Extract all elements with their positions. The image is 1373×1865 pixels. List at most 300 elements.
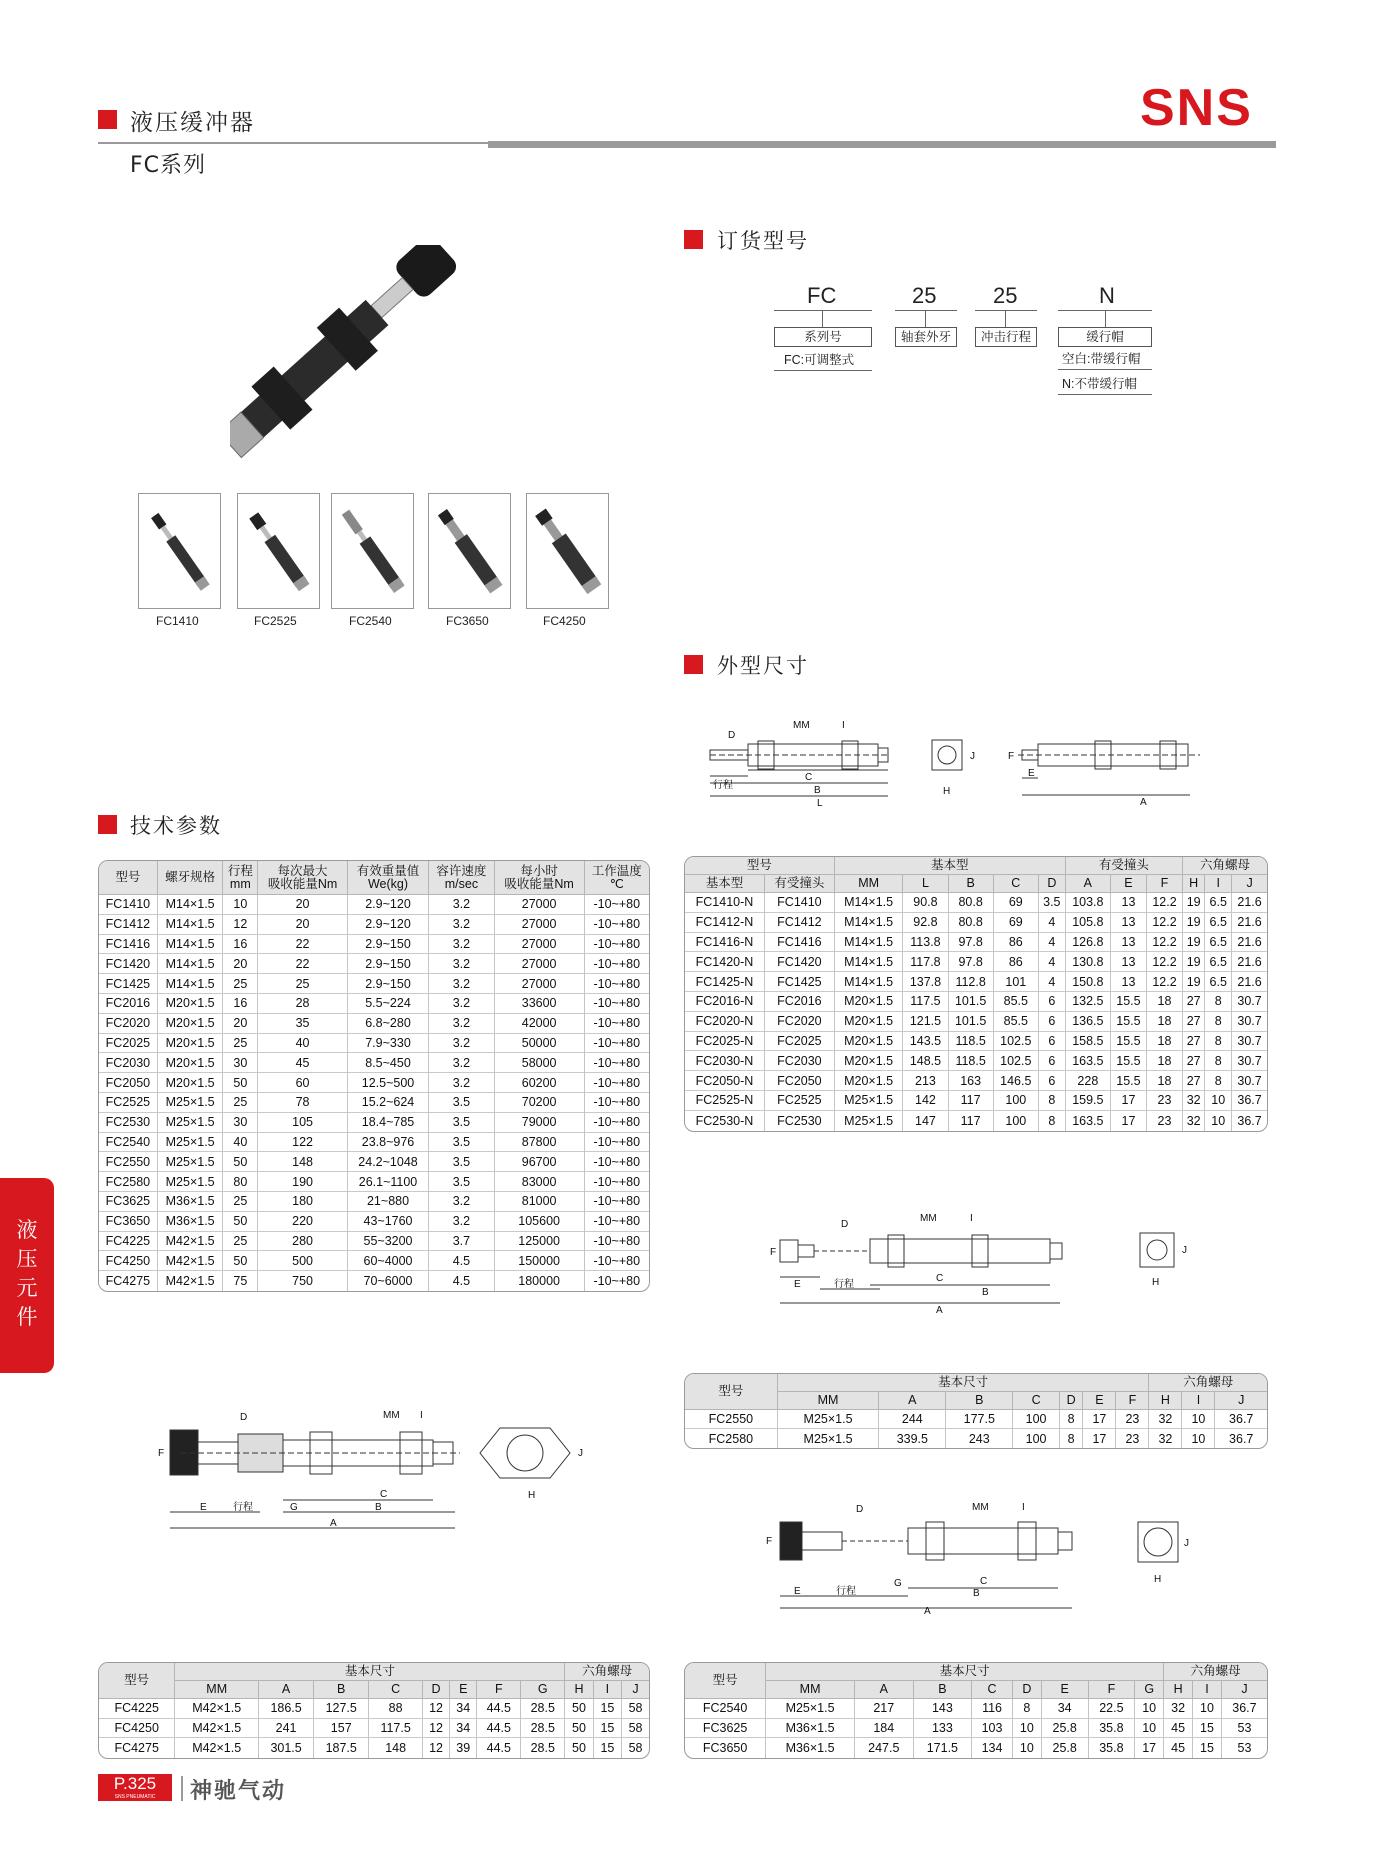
table-row [99, 1699, 649, 1719]
table-cell: M42×1.5 [158, 1251, 224, 1271]
table-cell: 100 [1013, 1429, 1060, 1448]
col-nut: 六角螺母 [565, 1663, 649, 1681]
table-cell: 30.7 [1232, 1012, 1267, 1032]
table-cell: 16 [223, 935, 258, 955]
table-cell: 21.6 [1232, 913, 1267, 933]
table-cell: 3.5 [429, 1113, 495, 1133]
table-cell: 187.5 [314, 1738, 369, 1758]
tech-header: 有效重量值 We(kg) [348, 861, 429, 895]
table-cell: 21.6 [1232, 952, 1267, 972]
side-tab [0, 1178, 54, 1373]
table-cell: 125000 [495, 1232, 585, 1252]
dim-col-header: 基本型 [685, 875, 765, 893]
table-cell: 69 [994, 893, 1039, 913]
table-cell: M14×1.5 [835, 913, 904, 933]
table-cell: 15 [1193, 1719, 1222, 1739]
table-cell: FC2530 [99, 1113, 158, 1133]
dim-col-header: C [369, 1681, 423, 1699]
table-cell: 27000 [495, 895, 585, 915]
table-cell: -10~+80 [585, 1034, 649, 1054]
table-cell: 88 [369, 1699, 423, 1719]
table-row [99, 994, 649, 1014]
tech-header: 工作温度 ℃ [585, 861, 649, 895]
table-cell: 45 [1164, 1738, 1193, 1758]
table-cell: 8 [1205, 1051, 1232, 1071]
table-cell: 10 [1205, 1111, 1232, 1131]
table-cell: 8 [1205, 992, 1232, 1012]
table-row [685, 1699, 1267, 1719]
table-cell: 80.8 [949, 893, 994, 913]
tech-table [98, 860, 650, 1292]
cap-option-2: N:不带缓行帽 [1062, 377, 1138, 391]
table-row [685, 913, 1267, 933]
table-cell: FC2550 [99, 1152, 158, 1172]
table-row [99, 1172, 649, 1192]
label-L: L [817, 798, 823, 809]
table-cell: 87800 [495, 1133, 585, 1153]
table-cell: 6 [1039, 1071, 1066, 1091]
table-cell: FC1416 [765, 933, 835, 953]
table-cell: -10~+80 [585, 915, 649, 935]
dimension-drawing-cap [750, 1205, 1200, 1315]
table-cell: FC1410 [99, 895, 158, 915]
table-cell: 81000 [495, 1192, 585, 1212]
table-cell: 58 [628, 1740, 643, 1755]
table-cell: FC3650 [685, 1738, 766, 1758]
table-cell: M14×1.5 [158, 974, 224, 994]
table-cell: 3.2 [429, 1192, 495, 1212]
table-cell: 86 [994, 933, 1039, 953]
table-cell: 3.2 [429, 1073, 495, 1093]
thumb-fc2540 [331, 493, 414, 609]
table-cell: 17 [1135, 1738, 1164, 1758]
table-cell: M42×1.5 [158, 1271, 224, 1291]
table-cell: M42×1.5 [175, 1738, 259, 1758]
table-cell: 8 [1060, 1429, 1084, 1448]
table-cell: M20×1.5 [835, 1071, 904, 1091]
dim-col-header: A [879, 1392, 946, 1410]
table-cell: 105600 [495, 1212, 585, 1232]
table-cell: 133 [914, 1719, 973, 1739]
label-J: J [1182, 1245, 1187, 1256]
table-cell: 20 [258, 895, 348, 915]
table-row [99, 1014, 649, 1034]
table-cell: 3.7 [429, 1232, 495, 1252]
table-cell: 100 [994, 1111, 1039, 1131]
table-cell: 100 [994, 1091, 1039, 1111]
table-cell: M25×1.5 [158, 1172, 224, 1192]
label-J: J [578, 1448, 583, 1459]
table-cell: 105 [258, 1113, 348, 1133]
table-cell: 142 [903, 1091, 948, 1111]
table-cell: 13 [1111, 952, 1147, 972]
table-cell: 101.5 [949, 992, 994, 1012]
tech-header: 容许速度 m/sec [429, 861, 495, 895]
table-cell: M36×1.5 [158, 1192, 224, 1212]
table-cell: FC2016 [99, 994, 158, 1014]
table-cell: 45 [1164, 1719, 1193, 1739]
table-cell: 19 [1183, 893, 1205, 913]
thumb-fc4250 [526, 493, 609, 609]
table-cell: FC2030 [765, 1051, 835, 1071]
table-cell: 27 [1183, 1012, 1205, 1032]
table-cell: FC2050-N [685, 1071, 765, 1091]
label-I: I [420, 1410, 423, 1421]
table-cell: 83000 [495, 1172, 585, 1192]
table-cell: 50000 [495, 1034, 585, 1054]
table-cell: FC2030 [99, 1053, 158, 1073]
label-J: J [970, 751, 975, 762]
dim-col-header: 有受撞头 [765, 875, 835, 893]
table-cell: M36×1.5 [766, 1738, 855, 1758]
dim-table-basic [684, 856, 1268, 1132]
table-cell: 25 [223, 1192, 258, 1212]
table-cell: FC1425-N [685, 972, 765, 992]
table-cell: 97.8 [949, 933, 994, 953]
table-cell: FC1420 [99, 954, 158, 974]
table-cell: -10~+80 [585, 1113, 649, 1133]
table-cell: 25.8 [1042, 1738, 1089, 1758]
table-cell: 32 [1183, 1091, 1205, 1111]
table-cell: 105.8 [1066, 913, 1111, 933]
table-cell: 42000 [495, 1014, 585, 1034]
label-F: F [1008, 751, 1015, 762]
table-cell: 15.5 [1111, 1071, 1147, 1091]
table-cell: 8 [1039, 1091, 1066, 1111]
table-cell: M25×1.5 [158, 1133, 224, 1153]
table-row [685, 1429, 1267, 1448]
table-cell: 44.5 [477, 1699, 521, 1719]
dim-col-header: MM [175, 1681, 259, 1699]
table-cell: 3.2 [429, 935, 495, 955]
page-number: P.325 [113, 1774, 157, 1793]
dim-col-header: C [972, 1681, 1013, 1699]
table-cell: FC2580 [99, 1172, 158, 1192]
table-cell: 70200 [495, 1093, 585, 1113]
order-marker [684, 230, 703, 249]
footer-divider [181, 1776, 183, 1801]
table-cell: 159.5 [1066, 1091, 1111, 1111]
table-cell: 3.2 [429, 994, 495, 1014]
table-cell: 80.8 [949, 913, 994, 933]
table-cell: 12.2 [1147, 933, 1183, 953]
table-cell: 3.5 [1039, 893, 1066, 913]
label-D: D [856, 1504, 864, 1515]
table-cell: 280 [258, 1232, 348, 1252]
table-cell: 157 [314, 1719, 369, 1739]
table-cell: 12 [423, 1738, 450, 1758]
col-model: 型号 [685, 1663, 766, 1699]
table-cell: 28.5 [521, 1738, 565, 1758]
table-cell: 3.5 [429, 1172, 495, 1192]
table-cell: M14×1.5 [158, 915, 224, 935]
table-cell: M20×1.5 [158, 994, 224, 1014]
table-row [685, 1719, 1267, 1739]
table-cell: 5.5~224 [348, 994, 429, 1014]
table-cell: 10 [1193, 1699, 1222, 1719]
label-MM: MM [793, 720, 810, 731]
table-cell: FC2020 [99, 1014, 158, 1034]
label-H: H [528, 1490, 536, 1501]
table-cell: 122 [258, 1133, 348, 1153]
table-row [99, 935, 649, 955]
table-cell: 150000 [495, 1251, 585, 1271]
cap-option-1: 空白:带缓行帽 [1062, 352, 1141, 366]
table-cell: M25×1.5 [778, 1429, 880, 1448]
table-row [99, 1212, 649, 1232]
brand-logo: SNS [1140, 79, 1253, 137]
thumb-label: FC1410 [156, 614, 199, 628]
col-model: 型号 [685, 857, 835, 875]
label-F: F [770, 1247, 777, 1258]
table-cell: 143 [914, 1699, 973, 1719]
table-cell: 96700 [495, 1152, 585, 1172]
table-row [99, 954, 649, 974]
table-cell: -10~+80 [585, 974, 649, 994]
table-cell: 3.5 [429, 1152, 495, 1172]
label-H: H [1154, 1574, 1162, 1585]
label-A: A [330, 1518, 337, 1529]
table-cell: -10~+80 [585, 1014, 649, 1034]
table-cell: 30.7 [1232, 1051, 1267, 1071]
tech-header: 螺牙规格 [158, 861, 224, 895]
col-model: 型号 [99, 1663, 175, 1699]
table-cell: 30.7 [1232, 1032, 1267, 1052]
table-cell: 4.5 [429, 1271, 495, 1291]
table-cell: 143.5 [903, 1032, 948, 1052]
table-cell: 117.5 [903, 992, 948, 1012]
table-cell: -10~+80 [585, 1053, 649, 1073]
table-cell: 136.5 [1066, 1012, 1111, 1032]
table-cell: 18.4~785 [348, 1113, 429, 1133]
table-cell: 27000 [495, 954, 585, 974]
label-F: F [766, 1536, 773, 1547]
label-G: G [290, 1502, 298, 1513]
table-cell: 130.8 [1066, 952, 1111, 972]
label-B: B [814, 785, 821, 796]
table-cell: FC1420 [765, 952, 835, 972]
table-cell: 244 [879, 1410, 946, 1429]
dim-col-header: I [594, 1681, 622, 1699]
table-row [99, 1271, 649, 1291]
table-cell: 92.8 [903, 913, 948, 933]
dim-table-fc42 [98, 1662, 650, 1759]
table-cell: FC2530-N [685, 1111, 765, 1131]
table-cell: 15.5 [1111, 1051, 1147, 1071]
table-cell: 2.9~150 [348, 974, 429, 994]
col-basic: 基本尺寸 [175, 1663, 565, 1681]
code-stroke: 25 [993, 283, 1018, 308]
table-cell: 6 [1039, 1032, 1066, 1052]
table-cell: FC1412 [765, 913, 835, 933]
table-cell: 19 [1183, 933, 1205, 953]
table-cell: FC2580 [685, 1429, 778, 1448]
title-marker [98, 110, 117, 129]
col-nut: 六角螺母 [1149, 1374, 1267, 1392]
table-cell: 8 [1205, 1071, 1232, 1091]
label-D: D [728, 730, 736, 741]
table-cell: 3.2 [429, 1014, 495, 1034]
table-cell: -10~+80 [585, 1073, 649, 1093]
table-cell: 117 [949, 1091, 994, 1111]
table-cell: 117.5 [369, 1719, 423, 1739]
table-cell: 177.5 [946, 1410, 1013, 1429]
table-cell: 148 [369, 1738, 423, 1758]
label-D: D [841, 1219, 849, 1230]
table-cell: 17 [1111, 1111, 1147, 1131]
table-cell: 10 [1013, 1738, 1042, 1758]
tech-marker [98, 815, 117, 834]
dim-table-fc25-fc36 [684, 1662, 1268, 1759]
table-cell: 18 [1147, 1071, 1183, 1091]
table-cell: FC1410-N [685, 893, 765, 913]
table-cell: FC4225 [99, 1699, 175, 1719]
table-cell: 27000 [495, 915, 585, 935]
table-cell: FC1410 [765, 893, 835, 913]
table-cell: 25 [223, 974, 258, 994]
table-row [685, 1051, 1267, 1071]
table-cell: 25.8 [1042, 1719, 1089, 1739]
table-cell: FC2550 [685, 1410, 778, 1429]
table-cell: 86 [994, 952, 1039, 972]
table-cell: FC2025 [765, 1032, 835, 1052]
table-cell: 3.5 [429, 1133, 495, 1153]
table-cell: 12.5~500 [348, 1073, 429, 1093]
table-row [685, 893, 1267, 913]
table-cell: FC2540 [99, 1133, 158, 1153]
table-cell: -10~+80 [593, 1274, 641, 1289]
table-cell: 6.5 [1205, 952, 1232, 972]
series-desc: FC:可调整式 [784, 353, 855, 367]
dim-col-header: G [521, 1681, 565, 1699]
table-row [99, 1232, 649, 1252]
table-cell: 30.7 [1232, 1071, 1267, 1091]
table-cell: FC2525-N [685, 1091, 765, 1111]
table-cell: 32 [1149, 1429, 1182, 1448]
table-cell: 301.5 [259, 1738, 314, 1758]
table-cell: 24.2~1048 [348, 1152, 429, 1172]
label-G: G [894, 1578, 902, 1589]
table-row [685, 1012, 1267, 1032]
table-cell: 50 [223, 1212, 258, 1232]
table-cell: 3.2 [429, 1212, 495, 1232]
table-cell: 34 [450, 1719, 477, 1739]
label-A: A [1140, 797, 1147, 808]
table-cell: M25×1.5 [766, 1699, 855, 1719]
table-row [99, 915, 649, 935]
table-cell: 750 [258, 1271, 348, 1291]
label-MM: MM [383, 1410, 400, 1421]
col-basic: 基本型 [835, 857, 1066, 875]
dim-col-header: F [1147, 875, 1183, 893]
table-cell: 43~1760 [348, 1212, 429, 1232]
table-cell: 134 [972, 1738, 1013, 1758]
table-cell: 171.5 [914, 1738, 973, 1758]
tech-header: 行程 mm [223, 861, 258, 895]
table-cell: 126.8 [1066, 933, 1111, 953]
table-cell: 146.5 [994, 1071, 1039, 1091]
table-cell: FC1420-N [685, 952, 765, 972]
table-cell: 220 [258, 1212, 348, 1232]
table-cell: M20×1.5 [835, 1012, 904, 1032]
series-title: FC系列 [130, 153, 207, 178]
dim-col-header: D [423, 1681, 450, 1699]
table-cell: 8 [1060, 1410, 1084, 1429]
dim-col-header: D [1013, 1681, 1042, 1699]
table-cell: M36×1.5 [766, 1719, 855, 1739]
table-cell: 34 [1042, 1699, 1089, 1719]
table-cell: 8 [1013, 1699, 1042, 1719]
table-cell: 186.5 [259, 1699, 314, 1719]
dim-col-header: H [1149, 1392, 1182, 1410]
label-A: A [936, 1305, 943, 1315]
table-cell: 26.1~1100 [348, 1172, 429, 1192]
product-image [230, 245, 530, 490]
dim-col-header: H [1183, 875, 1205, 893]
label-I: I [1022, 1502, 1025, 1513]
table-cell: 25 [258, 974, 348, 994]
dim-col-header: E [1111, 875, 1147, 893]
table-cell: M20×1.5 [158, 1014, 224, 1034]
dim-col-header: L [903, 875, 948, 893]
tech-title: 技术参数 [130, 814, 222, 838]
table-cell: 3.2 [429, 1053, 495, 1073]
table-cell: FC4225 [99, 1232, 158, 1252]
thumb-fc2525 [237, 493, 320, 609]
dim-col-header: J [1222, 1681, 1267, 1699]
table-cell: M36×1.5 [158, 1212, 224, 1232]
table-cell: 150.8 [1066, 972, 1111, 992]
table-cell: 25 [223, 1232, 258, 1252]
table-cell: 40 [258, 1034, 348, 1054]
table-cell: M20×1.5 [158, 1073, 224, 1093]
label-E: E [200, 1502, 207, 1513]
table-cell: 10 [1182, 1410, 1215, 1429]
table-cell: 15 [594, 1699, 622, 1719]
page-number-badge [98, 1774, 172, 1801]
table-cell: FC3625 [99, 1192, 158, 1212]
table-cell: 10 [1135, 1699, 1164, 1719]
table-cell: -10~+80 [585, 1133, 649, 1153]
table-cell: 3.5 [429, 1093, 495, 1113]
table-cell: 8 [1039, 1111, 1066, 1131]
table-cell: 6 [1039, 992, 1066, 1012]
thumb-fc3650 [428, 493, 511, 609]
table-cell: 190 [258, 1172, 348, 1192]
table-cell: M25×1.5 [158, 1113, 224, 1133]
table-cell: 158.5 [1066, 1032, 1111, 1052]
table-cell: 19 [1183, 972, 1205, 992]
table-cell: -10~+80 [585, 994, 649, 1014]
table-cell: FC2050 [99, 1073, 158, 1093]
label-C: C [380, 1489, 388, 1500]
table-cell: FC1416 [99, 935, 158, 955]
table-cell: 25 [223, 1034, 258, 1054]
table-cell: 15.5 [1111, 1032, 1147, 1052]
table-cell: 17 [1083, 1410, 1116, 1429]
table-cell: 117.8 [903, 952, 948, 972]
thumb-fc1410 [138, 493, 221, 609]
table-cell: FC4250 [99, 1719, 175, 1739]
table-cell: 35.8 [1089, 1719, 1136, 1739]
table-cell: M25×1.5 [835, 1111, 904, 1131]
table-cell: 6 [1039, 1012, 1066, 1032]
table-row [99, 1133, 649, 1153]
table-cell: -10~+80 [585, 1093, 649, 1113]
table-cell: FC1416-N [685, 933, 765, 953]
table-cell: FC2530 [765, 1111, 835, 1131]
label-C: C [980, 1576, 988, 1587]
